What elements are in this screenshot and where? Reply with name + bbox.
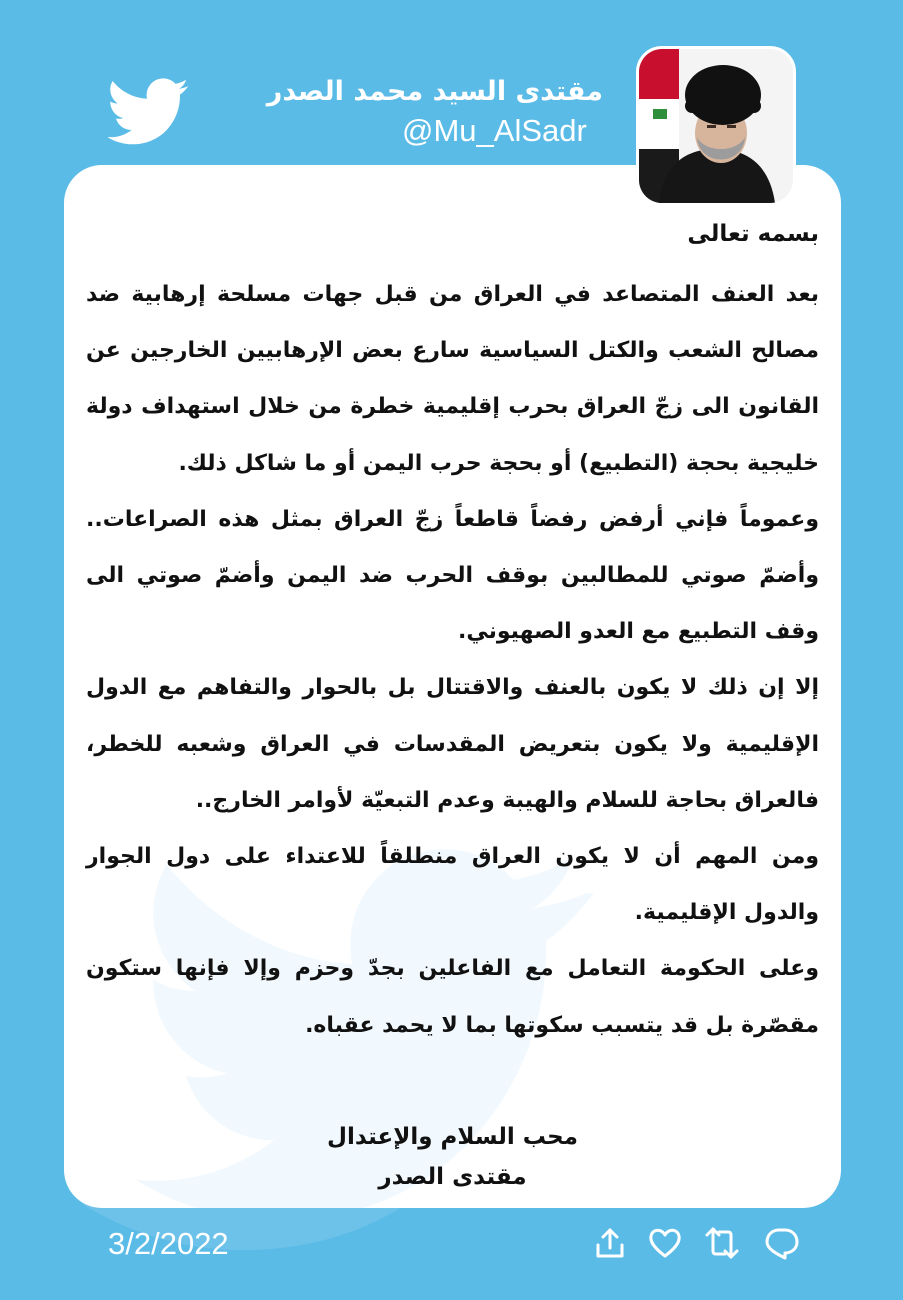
avatar[interactable] bbox=[636, 46, 796, 206]
signature-name: مقتدى الصدر bbox=[378, 1164, 527, 1190]
tweet-salutation: بسمه تعالى bbox=[687, 221, 819, 247]
tweet-paragraph: وعموماً فإني أرفض رفضاً قاطعاً زجّ العراق بمثل هذه الصراعات.. وأضمّ صوتي للمطالبين بوقف الحرب ضد اليمن وأضمّ صوتي الى وقف التطبيع مع العدو الصهيوني. bbox=[86, 506, 819, 645]
display-name[interactable]: مقتدى السيد محمد الصدر bbox=[266, 76, 603, 107]
like-heart-icon[interactable] bbox=[647, 1225, 683, 1261]
tweet-paragraph: وعلى الحكومة التعامل مع الفاعلين بجدّ وحزم وإلا فإنها ستكون مقصّرة بل قد يتسبب سكوتها بما لا يحمد عقباه. bbox=[86, 956, 819, 1038]
signature-line: محب السلام والإعتدال bbox=[327, 1124, 578, 1150]
share-icon[interactable] bbox=[592, 1225, 628, 1261]
tweet-text bbox=[86, 215, 819, 1054]
reply-icon[interactable] bbox=[764, 1225, 800, 1261]
tweet-paragraph: ومن المهم أن لا يكون العراق منطلقاً للاعتداء على دول الجوار والدول الإقليمية. bbox=[86, 844, 819, 926]
tweet-paragraph: بعد العنف المتصاعد في العراق من قبل جهات مسلحة إرهابية ضد مصالح الشعب والكتل السياسية سارع بعض الإرهابيين الخارجين عن القانون الى زجّ العراق بحرب إقليمية خطرة من خلال استهداف دولة خليجية بحجة (التطبيع) أو بحجة حرب اليمن أو ما شاكل ذلك. bbox=[86, 282, 819, 476]
tweet-card bbox=[64, 165, 841, 1208]
twitter-bird-icon bbox=[108, 78, 190, 146]
retweet-icon[interactable] bbox=[704, 1225, 740, 1261]
tweet-signature bbox=[64, 1117, 841, 1197]
profile-photo bbox=[639, 49, 793, 203]
tweet-date: 3/2/2022 bbox=[108, 1226, 229, 1261]
tweet-paragraph: إلا إن ذلك لا يكون بالعنف والاقتتال بل بالحوار والتفاهم مع الدول الإقليمية ولا يكون بتعريض المقدسات في العراق وشعبه للخطر، فالعراق بحاجة للسلام والهيبة وعدم التبعيّة لأوامر الخارج.. bbox=[86, 675, 819, 813]
tweet-actions bbox=[592, 1225, 802, 1261]
account-handle[interactable]: @Mu_AlSadr bbox=[402, 113, 587, 148]
